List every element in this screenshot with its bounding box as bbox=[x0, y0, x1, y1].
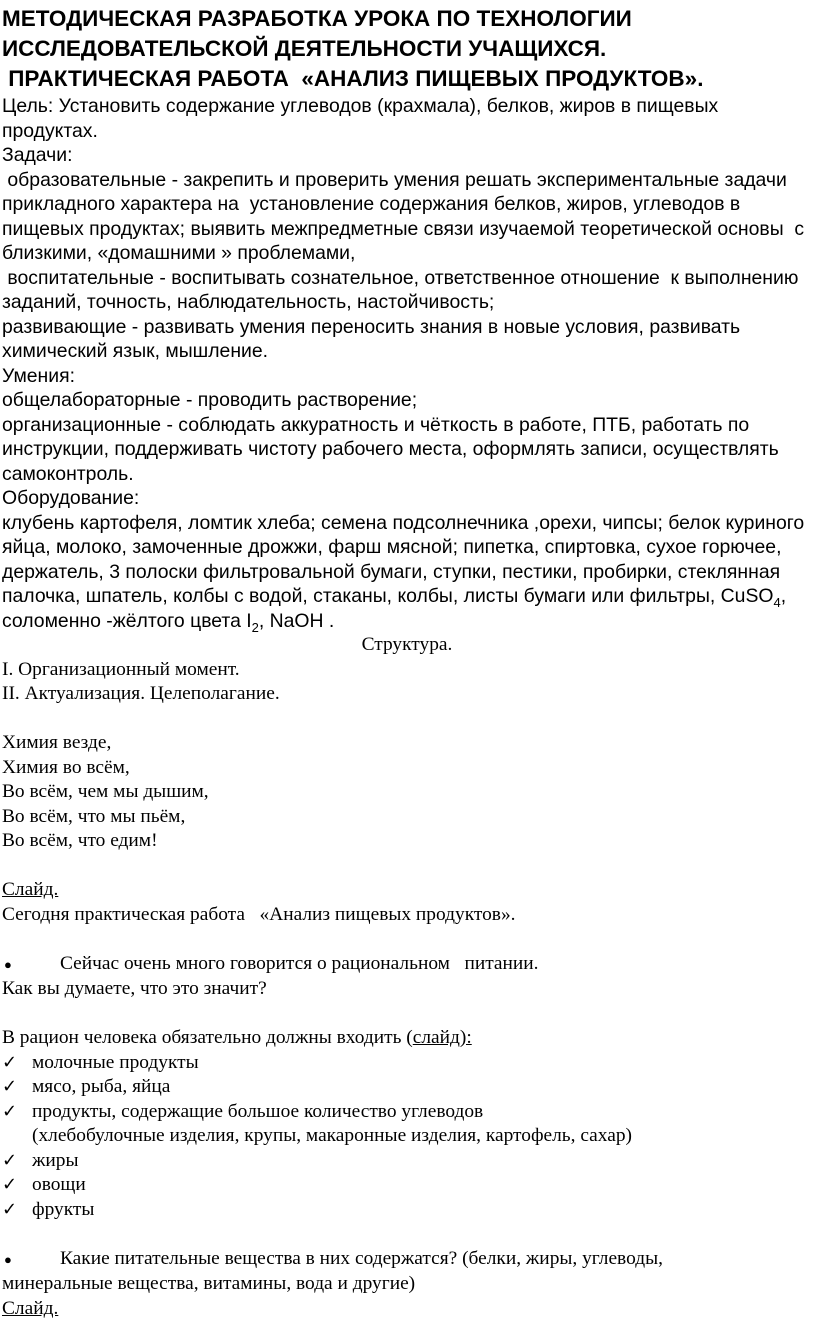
list-item-text: мясо, рыба, яйца bbox=[32, 1075, 170, 1100]
structure-item-1: I. Организационный момент. bbox=[2, 658, 812, 683]
task-educational: образовательные - закрепить и проверить умения решать экспериментальные задачи прикладного характера на установление содержания белков, жиров, углеводов в пищевых продуктах; выявить межпредметные связи изучаемой теоретической основы с близкими, «домашними » проблемами, bbox=[2, 168, 812, 266]
equipment-list bbox=[2, 511, 812, 634]
diet-intro-slide: слайд): bbox=[413, 1027, 472, 1048]
list-item bbox=[2, 1051, 812, 1076]
list-item bbox=[2, 1149, 812, 1174]
slide-label-1: Слайд. bbox=[2, 878, 812, 903]
structure-heading: Структура. bbox=[2, 633, 812, 658]
poem bbox=[2, 731, 812, 854]
diet-list bbox=[2, 1051, 812, 1223]
slide-label-2: Слайд. bbox=[2, 1297, 812, 1321]
question-1-text: Сейчас очень много говорится о рациональном питании. bbox=[60, 952, 539, 977]
list-item-text: молочные продукты bbox=[32, 1051, 199, 1076]
poem-line: Химия во всём, bbox=[2, 756, 812, 781]
poem-line: Во всём, что мы пьём, bbox=[2, 805, 812, 830]
checkmark-icon: ✓ bbox=[2, 1149, 32, 1174]
diet-intro-text: В рацион человека обязательно должны входить ( bbox=[2, 1027, 413, 1048]
equipment-sub-4: 4 bbox=[773, 595, 780, 610]
title-line-3: ПРАКТИЧЕСКАЯ РАБОТА «АНАЛИЗ ПИЩЕВЫХ ПРОДУКТОВ». bbox=[2, 64, 812, 94]
list-item-detail: (хлебобулочные изделия, крупы, макаронные изделия, картофель, сахар) bbox=[2, 1124, 812, 1149]
question-2 bbox=[2, 1247, 812, 1273]
checkmark-icon: ✓ bbox=[2, 1075, 32, 1100]
title-line-1: МЕТОДИЧЕСКАЯ РАЗРАБОТКА УРОКА ПО ТЕХНОЛОГИИ bbox=[2, 4, 812, 34]
poem-line: Химия везде, bbox=[2, 731, 812, 756]
list-item bbox=[2, 1173, 812, 1198]
title-line-2: ИССЛЕДОВАТЕЛЬСКОЙ ДЕЯТЕЛЬНОСТИ УЧАЩИХСЯ. bbox=[2, 34, 812, 64]
checkmark-icon: ✓ bbox=[2, 1051, 32, 1076]
diet-intro bbox=[2, 1026, 812, 1051]
equipment-heading: Оборудование: bbox=[2, 486, 812, 511]
task-developing: развивающие - развивать умения переносить знания в новые условия, развивать химический язык, мышление. bbox=[2, 315, 812, 364]
skill-organizational: организационные - соблюдать аккуратность и чёткость в работе, ПТБ, работать по инструкции, поддерживать чистоту рабочего места, оформлять записи, осуществлять самоконтроль. bbox=[2, 413, 812, 487]
poem-line: Во всём, что едим! bbox=[2, 829, 812, 854]
list-item-text: продукты, содержащие большое количество углеводов bbox=[32, 1100, 483, 1125]
list-item-text: фрукты bbox=[32, 1198, 94, 1223]
bullet-icon: ● bbox=[2, 1248, 60, 1273]
poem-line: Во всём, чем мы дышим, bbox=[2, 780, 812, 805]
list-item bbox=[2, 1075, 812, 1100]
task-upbringing: воспитательные - воспитывать сознательное, ответственное отношение к выполнению заданий, точность, наблюдательность, настойчивость; bbox=[2, 266, 812, 315]
equipment-text-mid: , соломенно -жёлтого цвета I bbox=[2, 585, 786, 632]
skill-general-lab: общелабораторные - проводить растворение; bbox=[2, 388, 812, 413]
question-1-follow: Как вы думаете, что это значит? bbox=[2, 977, 812, 1002]
question-2-text: Какие питательные вещества в них содержатся? (белки, жиры, углеводы, bbox=[60, 1247, 663, 1272]
skills-heading: Умения: bbox=[2, 364, 812, 389]
today-text: Сегодня практическая работа «Анализ пищевых продуктов». bbox=[2, 903, 812, 928]
spacer bbox=[2, 854, 812, 879]
bullet-icon: ● bbox=[2, 953, 60, 978]
spacer bbox=[2, 1002, 812, 1027]
spacer bbox=[2, 1222, 812, 1247]
goal-text: Цель: Установить содержание углеводов (крахмала), белков, жиров в пищевых продуктах. bbox=[2, 94, 812, 143]
list-item bbox=[2, 1100, 812, 1125]
spacer bbox=[2, 927, 812, 952]
spacer bbox=[2, 707, 812, 732]
tasks-heading: Задачи: bbox=[2, 143, 812, 168]
structure-item-2: II. Актуализация. Целеполагание. bbox=[2, 682, 812, 707]
document-title bbox=[2, 4, 812, 94]
list-item bbox=[2, 1198, 812, 1223]
equipment-text-end: , NaOH . bbox=[259, 610, 334, 632]
question-2-continuation: минеральные вещества, витамины, вода и другие) bbox=[2, 1272, 812, 1297]
equipment-sub-2: 2 bbox=[252, 619, 259, 634]
question-1 bbox=[2, 952, 812, 978]
checkmark-icon: ✓ bbox=[2, 1100, 32, 1125]
list-item-text: жиры bbox=[32, 1149, 79, 1174]
equipment-text-main: клубень картофеля, ломтик хлеба; семена подсолнечника ,орехи, чипсы; белок куриного яйца, молоко, замоченные дрожжи, фарш мясной; пипетка, спиртовка, сухое горючее, держатель, 3 полоски фильтровальной бумаги, ступки, пестики, пробирки, стеклянная палочка, шпатель, колбы с водой, стаканы, колбы, листы бумаги или фильтры, CuSO bbox=[2, 512, 804, 608]
list-item-text: овощи bbox=[32, 1173, 86, 1198]
checkmark-icon: ✓ bbox=[2, 1198, 32, 1223]
checkmark-icon: ✓ bbox=[2, 1173, 32, 1198]
